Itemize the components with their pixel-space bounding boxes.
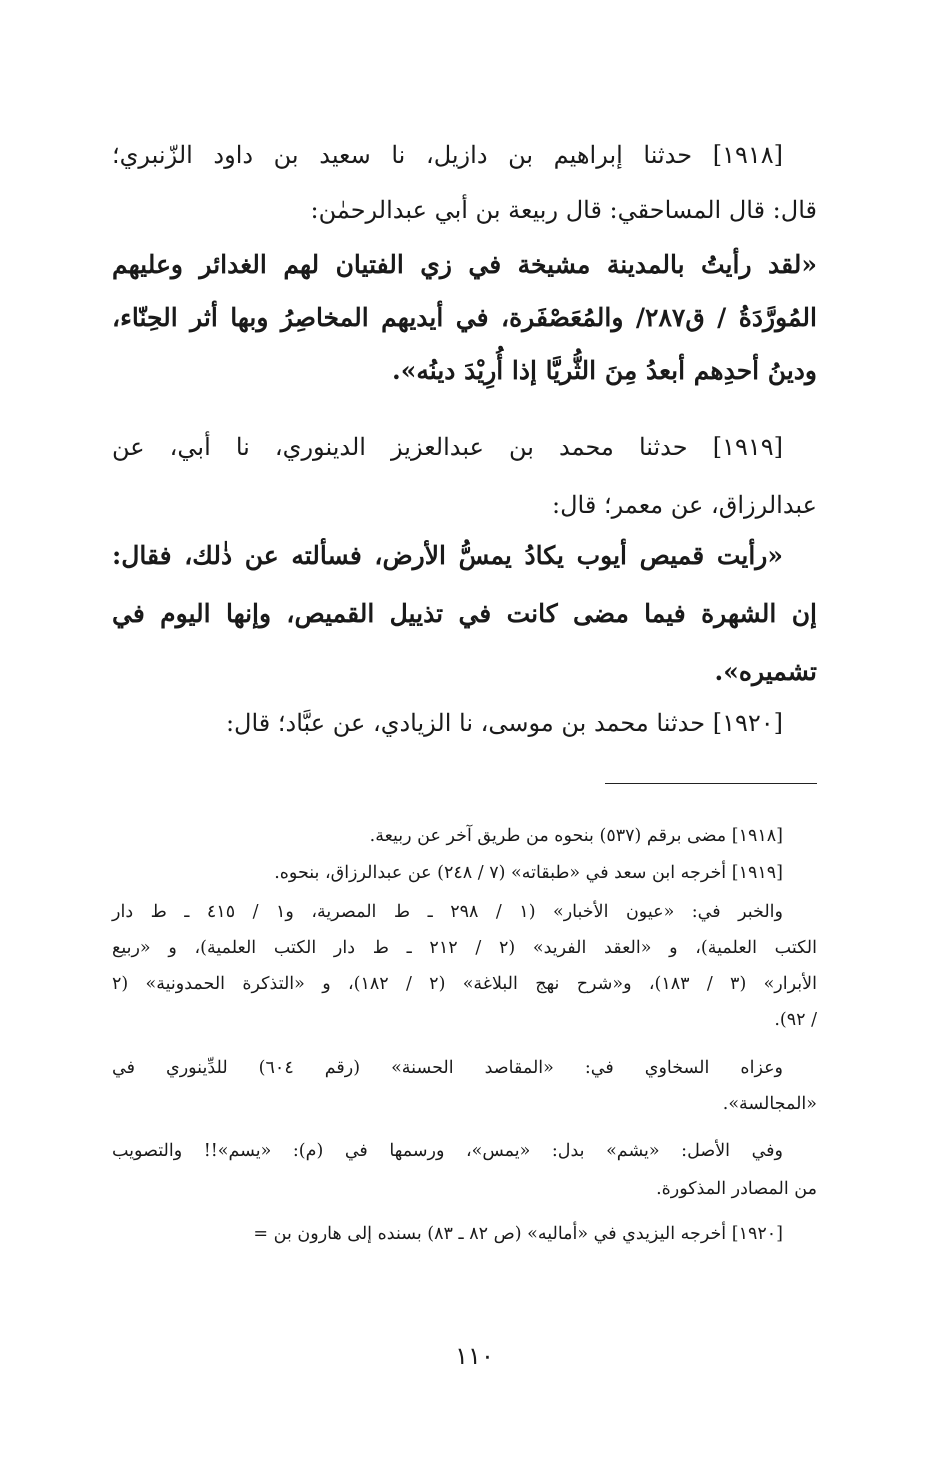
footnote-asl-line-1: وفي الأصل: «يشم» بدل: «يمس»، ورسمها في (م): «يسم»!! والتصويب	[112, 1141, 783, 1161]
hadith-1919-text	[112, 527, 817, 701]
footnote-1919: [١٩١٩] أخرجه ابن سعد في «طبقاته» (٧ / ٢٤٨) عن عبدالرزاق، بنحوه.	[274, 863, 783, 883]
hadith-1919-isnad-line-1: [١٩١٩] حدثنا محمد بن عبدالعزيز الدينوري، نا أبي، عن	[112, 433, 783, 461]
page-number: ١١٠	[455, 1342, 494, 1370]
hadith-1918-text	[112, 238, 817, 397]
footnotes	[112, 818, 817, 1254]
footnote-khabar-line-2: الكتب العلمية)، و «العقد الفريد» (٢ / ٢١٢ ـ ط دار الكتب العلمية)، و «ربيع	[112, 938, 817, 958]
hadith-1918-text-line-3: ودينُ أحدِهم أبعدُ مِنَ الثُّريَّا إذا أُرِيْدَ دينُه».	[392, 356, 817, 385]
hadith-1919-isnad	[112, 418, 817, 534]
hadith-1918-text-line-1: «لقد رأيتُ بالمدينة مشيخة في زي الفتيان لهم الغدائر وعليهم	[112, 250, 817, 279]
footnote-khabar-line-3: الأبرار» (٣ / ١٨٣)، و«شرح نهج البلاغة» (٢ / ١٨٢)، و «التذكرة الحمدونية» (٢	[112, 974, 817, 994]
hadith-1919-text-line-1: «رأيت قميص أيوب يكادُ يمسُّ الأرض، فسألته عن ذٰلك، فقال:	[112, 541, 783, 570]
hadith-1919-text-line-3: تشميره».	[714, 657, 817, 686]
footnote-1920: [١٩٢٠] أخرجه اليزيدي في «أماليه» (ص ٨٢ ـ ٨٣) بسنده إلى هارون بن =	[253, 1224, 783, 1244]
footnote-khabar-line-1: والخبر في: «عيون الأخبار» (١ / ٢٩٨ ـ ط المصرية، و١ / ٤١٥ ـ ط دار	[112, 902, 783, 922]
footnote-asl-line-2: من المصادر المذكورة.	[656, 1179, 817, 1199]
hadith-1918-text-line-2: المُورَّدَةُ / ق٢٨٧/ والمُعَصْفَرة، في أيديهم المخاصِرُ وبها أثر الحِنّاء،	[112, 303, 817, 332]
hadith-1920-isnad	[112, 703, 817, 743]
footnote-1918: [١٩١٨] مضى برقم (٥٣٧) بنحوه من طريق آخر عن ربيعة.	[369, 826, 783, 846]
footnote-azah-paragraph	[112, 1050, 817, 1122]
hadith-1919-isnad-line-2: عبدالرزاق، عن معمر؛ قال:	[552, 491, 817, 519]
footnote-azah-line-1: وعزاه السخاوي في: «المقاصد الحسنة» (رقم ٦٠٤) للدِّينوري في	[112, 1058, 783, 1078]
hadith-1919-text-line-2: إن الشهرة فيما مضى كانت في تذييل القميص، وإنها اليوم في	[112, 599, 817, 628]
hadith-1918-isnad	[112, 128, 817, 238]
footnote-separator	[605, 783, 817, 784]
footnote-khabar-line-4: / ٩٢).	[774, 1010, 817, 1030]
hadith-1920-isnad-line-1: [١٩٢٠] حدثنا محمد بن موسى، نا الزيادي، عن عبَّاد؛ قال:	[225, 709, 783, 737]
hadith-1918-isnad-line-2: قال: قال المساحقي: قال ربيعة بن أبي عبدالرحمٰن:	[310, 196, 817, 224]
footnote-khabar-paragraph	[112, 894, 817, 1038]
footnote-asl-paragraph	[112, 1132, 817, 1208]
hadith-1918-isnad-line-1: [١٩١٨] حدثنا إبراهيم بن دازيل، نا سعيد بن داود الزّنبري؛	[112, 141, 783, 169]
footnote-azah-line-2: «المجالسة».	[722, 1094, 817, 1114]
